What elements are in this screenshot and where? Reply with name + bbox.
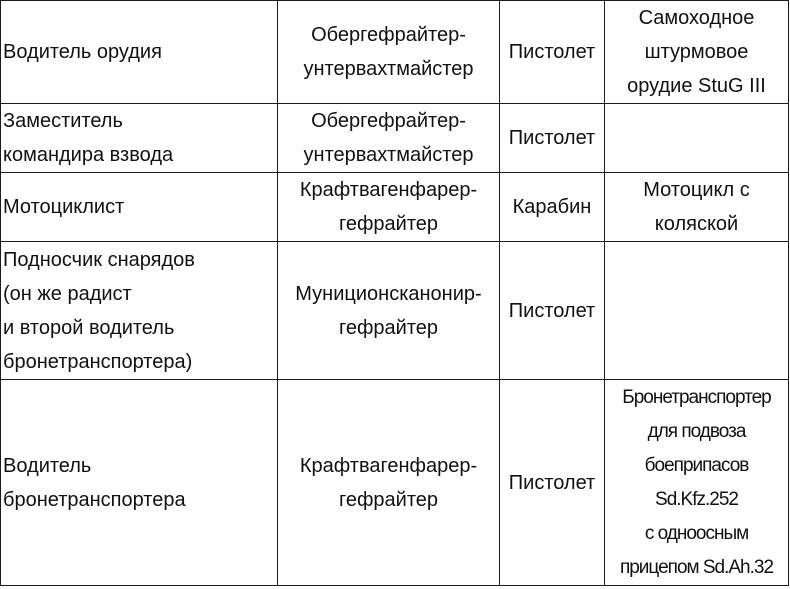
rank-cell xyxy=(278,380,500,586)
weapon-cell xyxy=(500,242,605,380)
cell-line: унтервахтмайстер xyxy=(303,58,474,80)
cell-line: Водитель орудия xyxy=(3,41,162,63)
cell-line: Заместитель xyxy=(3,110,123,132)
cell-line: Бронетранспортер xyxy=(622,386,771,408)
vehicle-cell xyxy=(605,173,789,242)
table-row xyxy=(1,104,789,173)
weapon-cell xyxy=(500,1,605,104)
role-cell xyxy=(1,173,278,242)
rank-cell xyxy=(278,173,500,242)
cell-line: гефрайтер xyxy=(338,488,439,511)
cell-line: Обергефрайтер- xyxy=(311,110,466,132)
cell-line: Крафтвагенфарер- xyxy=(299,179,478,201)
cell-line: Пистолет xyxy=(508,127,596,149)
weapon-cell xyxy=(500,104,605,173)
weapon-cell xyxy=(500,173,605,242)
cell-line: бронетранспортера xyxy=(3,488,186,511)
cell-line: унтервахтмайстер xyxy=(303,144,474,166)
cell-line: штурмовое xyxy=(644,41,749,63)
role-cell xyxy=(1,1,278,104)
cell-line: и второй водитель xyxy=(3,316,175,339)
vehicle-cell xyxy=(605,1,789,104)
role-cell xyxy=(1,104,278,173)
cell-line: Карабин xyxy=(512,196,592,218)
table-row xyxy=(1,380,789,586)
cell-line: гефрайтер xyxy=(338,316,439,339)
cell-line: бронетранспортера) xyxy=(3,350,193,373)
weapon-cell xyxy=(500,380,605,586)
cell-line: Подносчик снарядов xyxy=(3,248,195,271)
table-row xyxy=(1,173,789,242)
cell-line: Обергефрайтер- xyxy=(311,24,466,46)
vehicle-cell xyxy=(605,242,789,380)
cell-line: Пистолет xyxy=(508,471,596,494)
cell-line: Крафтвагенфарер- xyxy=(299,454,478,477)
cell-line: командира взвода xyxy=(3,144,174,166)
rank-cell xyxy=(278,104,500,173)
cell-line: орудие StuG III xyxy=(627,75,766,97)
cell-line: Мотоциклист xyxy=(3,196,125,218)
rank-cell xyxy=(278,242,500,380)
rank-cell xyxy=(278,1,500,104)
cell-line: (он же радист xyxy=(3,282,132,305)
cell-line: Мотоцикл с xyxy=(643,179,750,201)
role-cell xyxy=(1,242,278,380)
cell-line: гефрайтер xyxy=(338,213,439,235)
vehicle-cell xyxy=(605,380,789,586)
cell-line: Муниционсканонир- xyxy=(295,282,482,305)
cell-line: с одноосным xyxy=(644,522,749,544)
cell-line: для подвоза xyxy=(647,420,746,442)
cell-line: коляской xyxy=(654,213,739,235)
cell-line: Sd.Kfz.252 xyxy=(655,488,738,510)
vehicle-cell xyxy=(605,104,789,173)
cell-line: Водитель xyxy=(3,454,92,477)
cell-line: боеприпасов xyxy=(644,454,749,476)
table-row xyxy=(1,1,789,104)
table-row xyxy=(1,242,789,380)
cell-line: Пистолет xyxy=(508,41,596,63)
cell-line: прицепом Sd.Ah.32 xyxy=(619,556,774,578)
role-cell xyxy=(1,380,278,586)
cell-line: Пистолет xyxy=(508,299,596,322)
cell-line: Самоходное xyxy=(638,7,755,29)
